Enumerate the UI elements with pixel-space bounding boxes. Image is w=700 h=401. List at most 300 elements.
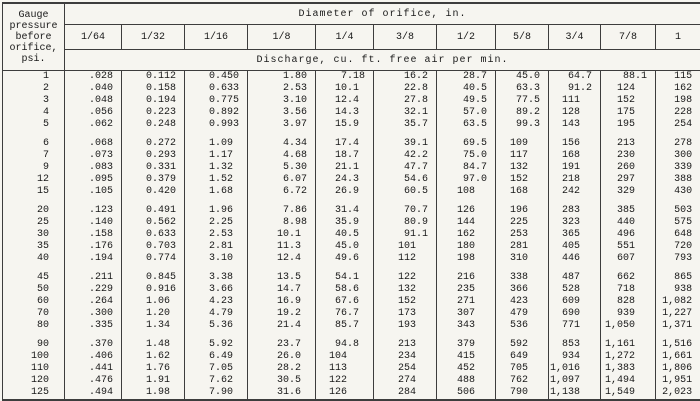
value-cell: 39.1 xyxy=(374,138,437,150)
value-cell: 0.562 xyxy=(122,217,185,229)
pressure-cell: 70 xyxy=(3,308,65,320)
gap-cell xyxy=(601,265,656,272)
value-cell: .300 xyxy=(65,308,122,320)
value-cell: .441 xyxy=(65,363,122,375)
value-cell: 339 xyxy=(656,162,700,174)
value-cell: 1,097 xyxy=(549,375,601,387)
value-cell: .083 xyxy=(65,162,122,174)
value-cell: 19.2 xyxy=(248,308,316,320)
value-cell: 1.62 xyxy=(122,351,185,363)
value-cell: 423 xyxy=(496,296,549,308)
gap-cell xyxy=(374,198,437,205)
value-cell: .406 xyxy=(65,351,122,363)
table-row xyxy=(3,308,700,320)
value-cell: 42.2 xyxy=(374,150,437,162)
value-cell: .194 xyxy=(65,253,122,265)
pressure-cell: 30 xyxy=(3,229,65,241)
value-cell: .211 xyxy=(65,272,122,284)
table-row xyxy=(3,241,700,253)
table-row xyxy=(3,253,700,265)
value-cell: 15.9 xyxy=(316,119,374,131)
value-cell: 1,161 xyxy=(601,339,656,351)
value-cell: 18.7 xyxy=(316,150,374,162)
value-cell: 1.96 xyxy=(185,205,248,217)
group-gap-row xyxy=(3,265,700,272)
value-cell: 143 xyxy=(549,119,601,131)
column-header-1-4: 1/4 xyxy=(316,25,374,50)
value-cell: 300 xyxy=(656,150,700,162)
value-cell: 216 xyxy=(437,272,496,284)
value-cell: .028 xyxy=(65,71,122,84)
value-cell: 124 xyxy=(601,83,656,95)
value-cell: 128 xyxy=(549,107,601,119)
discharge-table xyxy=(2,2,700,401)
pressure-cell: 25 xyxy=(3,217,65,229)
value-cell: 12.4 xyxy=(248,253,316,265)
gap-cell xyxy=(496,198,549,205)
value-cell: 1.98 xyxy=(122,387,185,400)
value-cell: 1.20 xyxy=(122,308,185,320)
value-cell: 88.1 xyxy=(601,71,656,84)
value-cell: 853 xyxy=(549,339,601,351)
value-cell: 8.98 xyxy=(248,217,316,229)
gap-cell xyxy=(122,265,185,272)
value-cell: 77.5 xyxy=(496,95,549,107)
value-cell: 108 xyxy=(437,186,496,198)
value-cell: .176 xyxy=(65,241,122,253)
value-cell: 1.17 xyxy=(185,150,248,162)
gauge-pressure-header-line: pressure xyxy=(3,21,64,32)
table-row xyxy=(3,95,700,107)
value-cell: 12.4 xyxy=(316,95,374,107)
value-cell: 329 xyxy=(601,186,656,198)
gap-cell xyxy=(656,332,700,339)
value-cell: .335 xyxy=(65,320,122,332)
value-cell: 63.5 xyxy=(437,119,496,131)
value-cell: 10.1 xyxy=(248,229,316,241)
value-cell: 405 xyxy=(549,241,601,253)
value-cell: 1,951 xyxy=(656,375,700,387)
value-cell: .048 xyxy=(65,95,122,107)
column-header-5-8: 5/8 xyxy=(496,25,549,50)
value-cell: 85.7 xyxy=(316,320,374,332)
value-cell: 771 xyxy=(549,320,601,332)
value-cell: 45.0 xyxy=(496,71,549,84)
value-cell: 60.5 xyxy=(374,186,437,198)
value-cell: 242 xyxy=(549,186,601,198)
value-cell: 0.633 xyxy=(185,83,248,95)
value-cell: 27.8 xyxy=(374,95,437,107)
value-cell: 35.7 xyxy=(374,119,437,131)
value-cell: 0.775 xyxy=(185,95,248,107)
value-cell: 26.0 xyxy=(248,351,316,363)
gap-cell xyxy=(601,198,656,205)
value-cell: 503 xyxy=(656,205,700,217)
group-gap-row xyxy=(3,198,700,205)
pressure-cell: 40 xyxy=(3,253,65,265)
value-cell: 0.993 xyxy=(185,119,248,131)
pressure-cell: 4 xyxy=(3,107,65,119)
value-cell: 58.6 xyxy=(316,284,374,296)
value-cell: 1,661 xyxy=(656,351,700,363)
value-cell: 112 xyxy=(374,253,437,265)
value-cell: 64.7 xyxy=(549,71,601,84)
value-cell: 575 xyxy=(656,217,700,229)
value-cell: 2,023 xyxy=(656,387,700,400)
value-cell: 5.36 xyxy=(185,320,248,332)
column-header-1-16: 1/16 xyxy=(185,25,248,50)
value-cell: 551 xyxy=(601,241,656,253)
gap-cell xyxy=(316,332,374,339)
pressure-cell: 80 xyxy=(3,320,65,332)
table-row xyxy=(3,351,700,363)
value-cell: 790 xyxy=(496,387,549,400)
gap-cell xyxy=(549,265,601,272)
value-cell: 5.92 xyxy=(185,339,248,351)
value-cell: 310 xyxy=(496,253,549,265)
pressure-cell: 35 xyxy=(3,241,65,253)
value-cell: 198 xyxy=(437,253,496,265)
gap-cell xyxy=(122,131,185,138)
value-cell: 63.3 xyxy=(496,83,549,95)
table-row xyxy=(3,162,700,174)
table-row xyxy=(3,296,700,308)
pressure-cell: 1 xyxy=(3,71,65,84)
pressure-cell: 3 xyxy=(3,95,65,107)
value-cell: 4.79 xyxy=(185,308,248,320)
table-row xyxy=(3,186,700,198)
value-cell: 2.81 xyxy=(185,241,248,253)
value-cell: 213 xyxy=(374,339,437,351)
value-cell: 234 xyxy=(374,351,437,363)
value-cell: 7.62 xyxy=(185,375,248,387)
gap-cell xyxy=(248,198,316,205)
value-cell: 1.06 xyxy=(122,296,185,308)
value-cell: 452 xyxy=(437,363,496,375)
value-cell: 40.5 xyxy=(316,229,374,241)
value-cell: 0.272 xyxy=(122,138,185,150)
table-row xyxy=(3,83,700,95)
value-cell: 0.194 xyxy=(122,95,185,107)
value-cell: 0.703 xyxy=(122,241,185,253)
gap-cell xyxy=(3,332,65,339)
value-cell: 938 xyxy=(656,284,700,296)
value-cell: 1,516 xyxy=(656,339,700,351)
gap-cell xyxy=(65,332,122,339)
pressure-cell: 2 xyxy=(3,83,65,95)
value-cell: 28.2 xyxy=(248,363,316,375)
table-row xyxy=(3,174,700,186)
value-cell: 828 xyxy=(601,296,656,308)
column-header-3-8: 3/8 xyxy=(374,25,437,50)
value-cell: 16.2 xyxy=(374,71,437,84)
value-cell: 379 xyxy=(437,339,496,351)
value-cell: 162 xyxy=(656,83,700,95)
value-cell: 76.7 xyxy=(316,308,374,320)
gap-cell xyxy=(437,265,496,272)
value-cell: 260 xyxy=(601,162,656,174)
value-cell: 16.9 xyxy=(248,296,316,308)
value-cell: 592 xyxy=(496,339,549,351)
value-cell: 94.8 xyxy=(316,339,374,351)
value-cell: 3.10 xyxy=(248,95,316,107)
value-cell: 388 xyxy=(656,174,700,186)
value-cell: .370 xyxy=(65,339,122,351)
value-cell: 1.80 xyxy=(248,71,316,84)
value-cell: 2.25 xyxy=(185,217,248,229)
value-cell: 4.34 xyxy=(248,138,316,150)
value-cell: 117 xyxy=(496,150,549,162)
value-cell: 0.450 xyxy=(185,71,248,84)
pressure-cell: 7 xyxy=(3,150,65,162)
value-cell: 487 xyxy=(549,272,601,284)
value-cell: 191 xyxy=(549,162,601,174)
value-cell: 0.916 xyxy=(122,284,185,296)
gap-cell xyxy=(316,265,374,272)
value-cell: 430 xyxy=(656,186,700,198)
value-cell: 14.3 xyxy=(316,107,374,119)
value-cell: 281 xyxy=(496,241,549,253)
value-cell: 6.07 xyxy=(248,174,316,186)
value-cell: 49.6 xyxy=(316,253,374,265)
value-cell: 115 xyxy=(656,71,700,84)
table-row xyxy=(3,229,700,241)
value-cell: 254 xyxy=(374,363,437,375)
value-cell: 91.1 xyxy=(374,229,437,241)
value-cell: 1.76 xyxy=(122,363,185,375)
value-cell: 271 xyxy=(437,296,496,308)
value-cell: .140 xyxy=(65,217,122,229)
value-cell: 152 xyxy=(496,174,549,186)
value-cell: 720 xyxy=(656,241,700,253)
value-cell: 175 xyxy=(601,107,656,119)
value-cell: 54.6 xyxy=(374,174,437,186)
gap-cell xyxy=(122,332,185,339)
gap-cell xyxy=(248,131,316,138)
value-cell: 0.420 xyxy=(122,186,185,198)
table-row xyxy=(3,387,700,400)
gap-cell xyxy=(656,198,700,205)
group-gap-row xyxy=(3,131,700,138)
value-cell: 152 xyxy=(601,95,656,107)
diameter-header: Diameter of orifice, in. xyxy=(65,3,700,25)
gap-cell xyxy=(316,198,374,205)
pressure-cell: 50 xyxy=(3,284,65,296)
value-cell: 3.97 xyxy=(248,119,316,131)
value-cell: 1,138 xyxy=(549,387,601,400)
value-cell: 0.379 xyxy=(122,174,185,186)
value-cell: 67.6 xyxy=(316,296,374,308)
value-cell: .062 xyxy=(65,119,122,131)
value-cell: 415 xyxy=(437,351,496,363)
value-cell: 193 xyxy=(374,320,437,332)
column-header-1-32: 1/32 xyxy=(122,25,185,50)
value-cell: 132 xyxy=(496,162,549,174)
table-body xyxy=(3,71,700,401)
value-cell: 23.7 xyxy=(248,339,316,351)
value-cell: 649 xyxy=(496,351,549,363)
value-cell: 0.491 xyxy=(122,205,185,217)
value-cell: 113 xyxy=(316,363,374,375)
table-row xyxy=(3,138,700,150)
discharge-header: Discharge, cu. ft. free air per min. xyxy=(65,50,700,71)
value-cell: 30.5 xyxy=(248,375,316,387)
value-cell: 5.30 xyxy=(248,162,316,174)
value-cell: 47.7 xyxy=(374,162,437,174)
value-cell: .123 xyxy=(65,205,122,217)
value-cell: 235 xyxy=(437,284,496,296)
value-cell: .476 xyxy=(65,375,122,387)
gap-cell xyxy=(65,265,122,272)
value-cell: 75.0 xyxy=(437,150,496,162)
table-row xyxy=(3,363,700,375)
value-cell: 31.4 xyxy=(316,205,374,217)
value-cell: 3.10 xyxy=(185,253,248,265)
value-cell: 6.49 xyxy=(185,351,248,363)
value-cell: 284 xyxy=(374,387,437,400)
gauge-pressure-header xyxy=(3,3,65,71)
value-cell: .494 xyxy=(65,387,122,400)
column-header-1: 1 xyxy=(656,25,700,50)
value-cell: 132 xyxy=(374,284,437,296)
value-cell: 662 xyxy=(601,272,656,284)
value-cell: 32.1 xyxy=(374,107,437,119)
table-row xyxy=(3,205,700,217)
value-cell: 156 xyxy=(549,138,601,150)
value-cell: 126 xyxy=(316,387,374,400)
value-cell: 0.158 xyxy=(122,83,185,95)
gap-cell xyxy=(185,198,248,205)
value-cell: 195 xyxy=(601,119,656,131)
value-cell: 506 xyxy=(437,387,496,400)
value-cell: 2.53 xyxy=(248,83,316,95)
gap-cell xyxy=(185,265,248,272)
gap-cell xyxy=(656,131,700,138)
value-cell: 14.7 xyxy=(248,284,316,296)
gap-cell xyxy=(601,332,656,339)
table-row xyxy=(3,272,700,284)
pressure-cell: 15 xyxy=(3,186,65,198)
value-cell: 0.112 xyxy=(122,71,185,84)
table-row xyxy=(3,284,700,296)
value-cell: 1,371 xyxy=(656,320,700,332)
value-cell: .105 xyxy=(65,186,122,198)
value-cell: 11.3 xyxy=(248,241,316,253)
value-cell: 536 xyxy=(496,320,549,332)
value-cell: 91.2 xyxy=(549,83,601,95)
value-cell: 144 xyxy=(437,217,496,229)
table-row xyxy=(3,119,700,131)
value-cell: 7.05 xyxy=(185,363,248,375)
value-cell: 101 xyxy=(374,241,437,253)
gap-cell xyxy=(549,332,601,339)
pressure-cell: 6 xyxy=(3,138,65,150)
value-cell: 13.5 xyxy=(248,272,316,284)
value-cell: 793 xyxy=(656,253,700,265)
gap-cell xyxy=(3,131,65,138)
value-cell: 218 xyxy=(549,174,601,186)
value-cell: 609 xyxy=(549,296,601,308)
value-cell: 366 xyxy=(496,284,549,296)
value-cell: 323 xyxy=(549,217,601,229)
value-cell: 762 xyxy=(496,375,549,387)
pressure-cell: 120 xyxy=(3,375,65,387)
value-cell: 1.52 xyxy=(185,174,248,186)
column-header-7-8: 7/8 xyxy=(601,25,656,50)
value-cell: 7.18 xyxy=(316,71,374,84)
gap-cell xyxy=(437,198,496,205)
pressure-cell: 12 xyxy=(3,174,65,186)
value-cell: 35.9 xyxy=(316,217,374,229)
value-cell: 865 xyxy=(656,272,700,284)
gap-cell xyxy=(374,131,437,138)
value-cell: 10.1 xyxy=(316,83,374,95)
value-cell: .056 xyxy=(65,107,122,119)
column-header-1-8: 1/8 xyxy=(248,25,316,50)
value-cell: 45.0 xyxy=(316,241,374,253)
pressure-cell: 9 xyxy=(3,162,65,174)
value-cell: 180 xyxy=(437,241,496,253)
gap-cell xyxy=(248,332,316,339)
gap-cell xyxy=(496,332,549,339)
value-cell: 84.7 xyxy=(437,162,496,174)
value-cell: 7.86 xyxy=(248,205,316,217)
value-cell: 49.5 xyxy=(437,95,496,107)
value-cell: 0.633 xyxy=(122,229,185,241)
value-cell: 1,549 xyxy=(601,387,656,400)
value-cell: 3.66 xyxy=(185,284,248,296)
table-row xyxy=(3,375,700,387)
value-cell: 718 xyxy=(601,284,656,296)
value-cell: .068 xyxy=(65,138,122,150)
gap-cell xyxy=(437,131,496,138)
value-cell: 89.2 xyxy=(496,107,549,119)
value-cell: 1.48 xyxy=(122,339,185,351)
value-cell: 0.892 xyxy=(185,107,248,119)
gauge-pressure-header-line: before xyxy=(3,32,64,43)
value-cell: 6.72 xyxy=(248,186,316,198)
value-cell: 57.0 xyxy=(437,107,496,119)
value-cell: 1,016 xyxy=(549,363,601,375)
column-header-1-2: 1/2 xyxy=(437,25,496,50)
value-cell: 4.68 xyxy=(248,150,316,162)
value-cell: 1.91 xyxy=(122,375,185,387)
value-cell: 80.9 xyxy=(374,217,437,229)
group-gap-row xyxy=(3,332,700,339)
value-cell: 228 xyxy=(656,107,700,119)
column-header-1-64: 1/64 xyxy=(65,25,122,50)
value-cell: 28.7 xyxy=(437,71,496,84)
value-cell: 705 xyxy=(496,363,549,375)
value-cell: .264 xyxy=(65,296,122,308)
value-cell: 31.6 xyxy=(248,387,316,400)
value-cell: 40.5 xyxy=(437,83,496,95)
value-cell: 253 xyxy=(496,229,549,241)
value-cell: 225 xyxy=(496,217,549,229)
gap-cell xyxy=(549,131,601,138)
value-cell: 17.4 xyxy=(316,138,374,150)
value-cell: 196 xyxy=(496,205,549,217)
value-cell: 168 xyxy=(496,186,549,198)
value-cell: 479 xyxy=(496,308,549,320)
value-cell: 104 xyxy=(316,351,374,363)
value-cell: 274 xyxy=(374,375,437,387)
value-cell: 22.8 xyxy=(374,83,437,95)
value-cell: 4.23 xyxy=(185,296,248,308)
pressure-cell: 125 xyxy=(3,387,65,400)
value-cell: 338 xyxy=(496,272,549,284)
value-cell: 24.3 xyxy=(316,174,374,186)
